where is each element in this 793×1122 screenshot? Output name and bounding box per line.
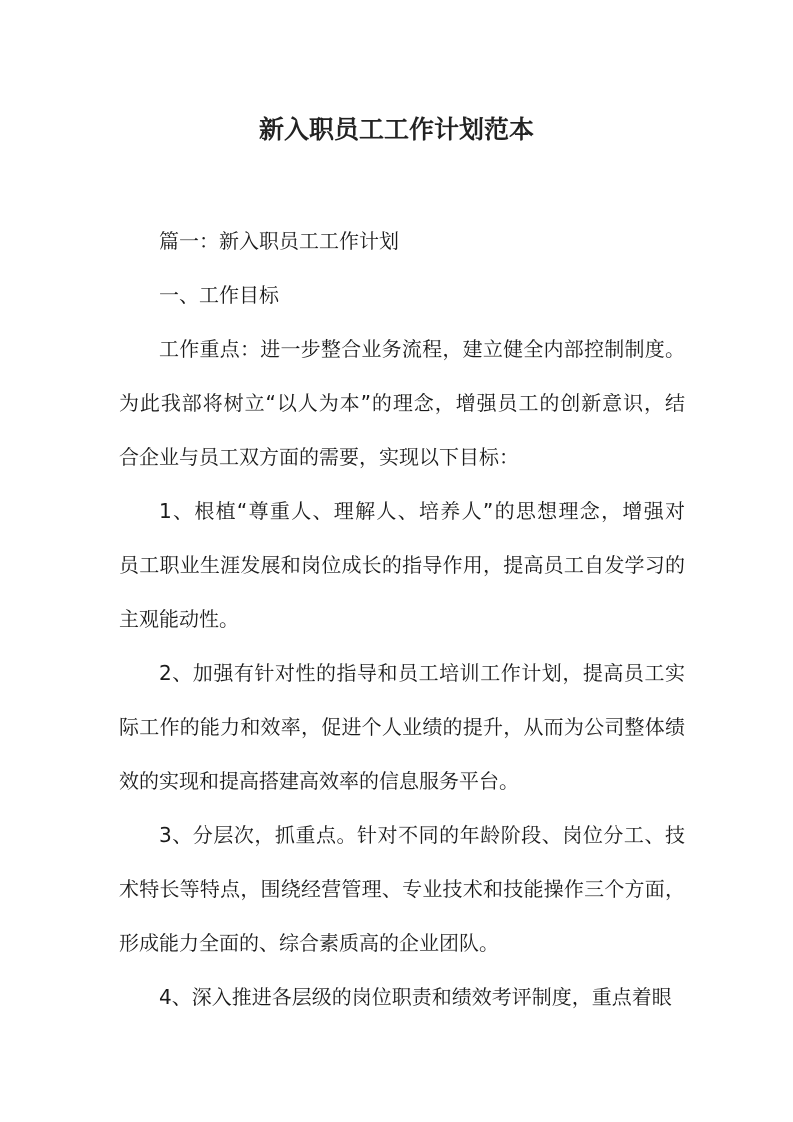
paragraph (119, 322, 685, 484)
paragraph (119, 970, 685, 1024)
paragraph-line: 员工职业生涯发展和岗位成长的指导作用，提高员工自发学习的 (119, 553, 685, 577)
paragraph-line: 合企业与员工双方面的需要，实现以下目标： (119, 445, 519, 469)
paragraph (119, 268, 685, 322)
paragraph (119, 646, 685, 808)
paragraph-line: 效的实现和提高搭建高效率的信息服务平台。 (119, 769, 519, 793)
paragraph-line: 工作重点：进一步整合业务流程，建立健全内部控制制度。 (159, 337, 685, 361)
document-title: 新入职员工工作计划范本 (258, 115, 534, 144)
paragraph-line: 篇一：新入职员工工作计划 (159, 229, 399, 253)
paragraph-line: 3、分层次，抓重点。针对不同的年龄阶段、岗位分工、技 (159, 823, 685, 847)
paragraph-line: 一、工作目标 (159, 283, 279, 307)
paragraph-line: 为此我部将树立“以人为本”的理念，增强员工的创新意识，结 (119, 391, 685, 415)
paragraph (119, 808, 685, 970)
paragraph-line: 术特长等特点，围绕经营管理、专业技术和技能操作三个方面， (119, 877, 685, 901)
paragraph-line: 1、根植“尊重人、理解人、培养人”的思想理念，增强对 (159, 499, 685, 523)
paragraph-line: 2、加强有针对性的指导和员工培训工作计划，提高员工实 (159, 661, 685, 685)
paragraph-line: 际工作的能力和效率，促进个人业绩的提升，从而为公司整体绩 (119, 715, 685, 739)
paragraph (119, 484, 685, 646)
paragraph (119, 214, 685, 268)
paragraph-line: 4、深入推进各层级的岗位职责和绩效考评制度，重点着眼 (159, 985, 672, 1009)
paragraph-line: 主观能动性。 (119, 607, 239, 631)
document-body (119, 214, 685, 1024)
paragraph-line: 形成能力全面的、综合素质高的企业团队。 (119, 931, 499, 955)
